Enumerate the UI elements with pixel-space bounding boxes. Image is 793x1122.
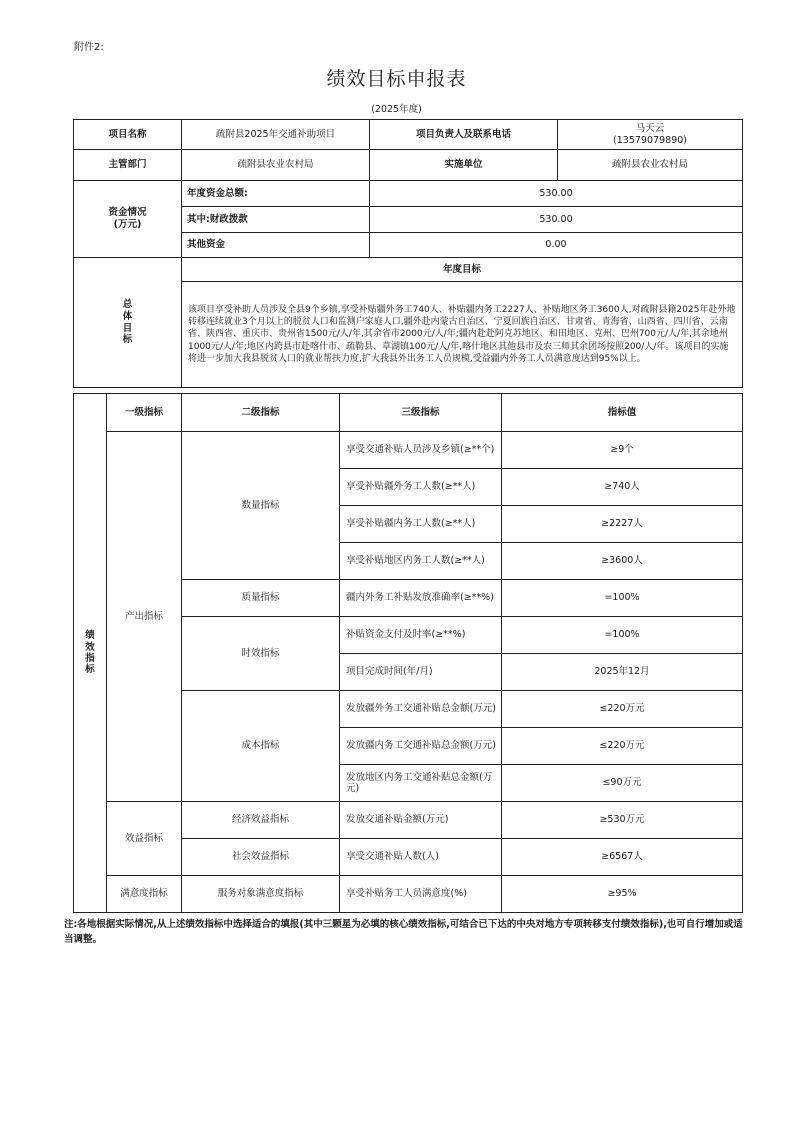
goal-label-char: 总 <box>122 298 133 310</box>
table-row-l3: 发放疆内务工交通补贴总金额(万元) <box>340 728 502 765</box>
goal-label-char: 体 <box>122 310 133 322</box>
table-row-val: ≥3600人 <box>502 543 743 580</box>
output-indicator: 产出指标 <box>107 432 182 802</box>
table-row-l3: 享受补贴地区内务工人数(≥**人) <box>340 543 502 580</box>
header-l3: 三级指标 <box>340 394 502 432</box>
impl-label: 实施单位 <box>370 150 558 181</box>
service-satisfaction-indicator: 服务对象满意度指标 <box>182 876 340 913</box>
table-row-l3: 享受交通补贴人员涉及乡镇(≥**个) <box>340 432 502 469</box>
table-row-val: ≥9个 <box>502 432 743 469</box>
table-row-l3: 发放地区内务工交通补贴总金额(万元) <box>340 765 502 802</box>
goal-label-char: 标 <box>122 334 133 346</box>
perf-label-char: 指 <box>85 653 95 664</box>
overall-goal-label <box>74 258 182 388</box>
quality-indicator: 质量指标 <box>182 580 340 617</box>
table-row-l3: 疆内外务工补贴发放准确率(≥**%) <box>340 580 502 617</box>
project-name-label: 项目名称 <box>74 120 182 150</box>
funds-fiscal-label: 其中:财政拨款 <box>182 207 370 233</box>
table-row-l3: 项目完成时间(年/月) <box>340 654 502 691</box>
benefit-indicator: 效益指标 <box>107 802 182 876</box>
goal-label-char: 目 <box>122 322 133 334</box>
table-row-val: ≥740人 <box>502 469 743 506</box>
perf-label <box>74 394 107 913</box>
footnote: 注:各地根据实际情况,从上述绩效指标中选择适合的填报(其中三颗星为必填的核心绩效指标,可结合已下达的中央对地方专项转移支付绩效指标),也可自行增加或适当调整。 <box>64 919 743 945</box>
table-row-val: ≥6567人 <box>502 839 743 876</box>
perf-label-char: 绩 <box>85 630 95 642</box>
table-row-val: ≤90万元 <box>502 765 743 802</box>
owner-phone: (13579079890) <box>613 134 687 146</box>
dept-value: 疏附县农业农村局 <box>182 150 370 181</box>
funds-total-label: 年度资金总额: <box>182 181 370 207</box>
owner-name: 马天云 <box>635 122 665 134</box>
social-indicator: 社会效益指标 <box>182 839 340 876</box>
funds-total-value: 530.00 <box>370 181 743 207</box>
funds-other-label: 其他资金 <box>182 233 370 258</box>
table-row-val: 2025年12月 <box>502 654 743 691</box>
fiscal-year: (2025年度) <box>371 104 422 115</box>
project-info-table <box>73 119 743 388</box>
funds-label-line1: 资金情况 <box>108 207 147 219</box>
perf-label-char: 标 <box>85 664 95 676</box>
table-row-l3: 发放交通补贴金额(万元) <box>340 802 502 839</box>
timeliness-indicator: 时效指标 <box>182 617 340 691</box>
table-row-val: ≥95% <box>502 876 743 913</box>
annual-goal-text: 该项目享受补助人员涉及全县9个乡镇,享受补贴疆外务工740人、补贴疆内务工2227人、补贴地区务工3600人,对疏附县籍2025年赴外地转移连续就业3个月以上的脱贫人口和监测户家庭人口,疆外赴内蒙古自治区、宁夏回族自治区、甘肃省、青海省、山西省、四川省、云南省、陕西省、重庆市、贵州省1500元/人/年,其余省市2000元/人/年;疆内赴赴阿克苏地区、和田地区、克州、巴州700元/人/年,其余地州1000元/人/年;地区内跨县市赴喀什市、疏勒县、草湖镇100元/人/年,喀什地区其他县市及农三师其余团场按照200/人/年。该项目的实施将进一步加大我县脱贫人口的就业帮扶力度,扩大我县外出务工人员规模,受益疆内外务工人员满意度达到95%以上。 <box>182 282 743 388</box>
table-row-val: ≤220万元 <box>502 691 743 728</box>
table-row-val: ≥530万元 <box>502 802 743 839</box>
table-row-l3: 享受补贴疆外务工人数(≥**人) <box>340 469 502 506</box>
cost-indicator: 成本指标 <box>182 691 340 802</box>
header-l1: 一级指标 <box>107 394 182 432</box>
funds-fiscal-value: 530.00 <box>370 207 743 233</box>
performance-table <box>73 393 743 913</box>
satisfaction-indicator: 满意度指标 <box>107 876 182 913</box>
funds-other-value: 0.00 <box>370 233 743 258</box>
project-name: 疏附县2025年交通补助项目 <box>182 120 370 150</box>
table-row-l3: 享受交通补贴人数(人) <box>340 839 502 876</box>
funds-label-line2: (万元) <box>113 219 142 230</box>
dept-label: 主管部门 <box>74 150 182 181</box>
table-row-val: =100% <box>502 580 743 617</box>
impl-value: 疏附县农业农村局 <box>558 150 743 181</box>
table-row-val: ≤220万元 <box>502 728 743 765</box>
header-l2: 二级指标 <box>182 394 340 432</box>
annual-goal-header: 年度目标 <box>182 258 743 282</box>
table-row-l3: 补贴资金支付及时率(≥**%) <box>340 617 502 654</box>
page-title: 绩效目标申报表 <box>326 68 467 90</box>
header-val: 指标值 <box>502 394 743 432</box>
table-row-l3: 发放疆外务工交通补贴总金额(万元) <box>340 691 502 728</box>
perf-label-char: 效 <box>85 641 95 653</box>
economic-indicator: 经济效益指标 <box>182 802 340 839</box>
attachment-label: 附件2: <box>74 42 104 53</box>
table-row-val: =100% <box>502 617 743 654</box>
table-row-l3: 享受补贴疆内务工人数(≥**人) <box>340 506 502 543</box>
owner-cell <box>558 120 743 150</box>
funds-label <box>74 181 182 258</box>
table-row-l3: 享受补贴务工人员满意度(%) <box>340 876 502 913</box>
quantity-indicator: 数量指标 <box>182 432 340 580</box>
table-row-val: ≥2227人 <box>502 506 743 543</box>
owner-label: 项目负责人及联系电话 <box>370 120 558 150</box>
